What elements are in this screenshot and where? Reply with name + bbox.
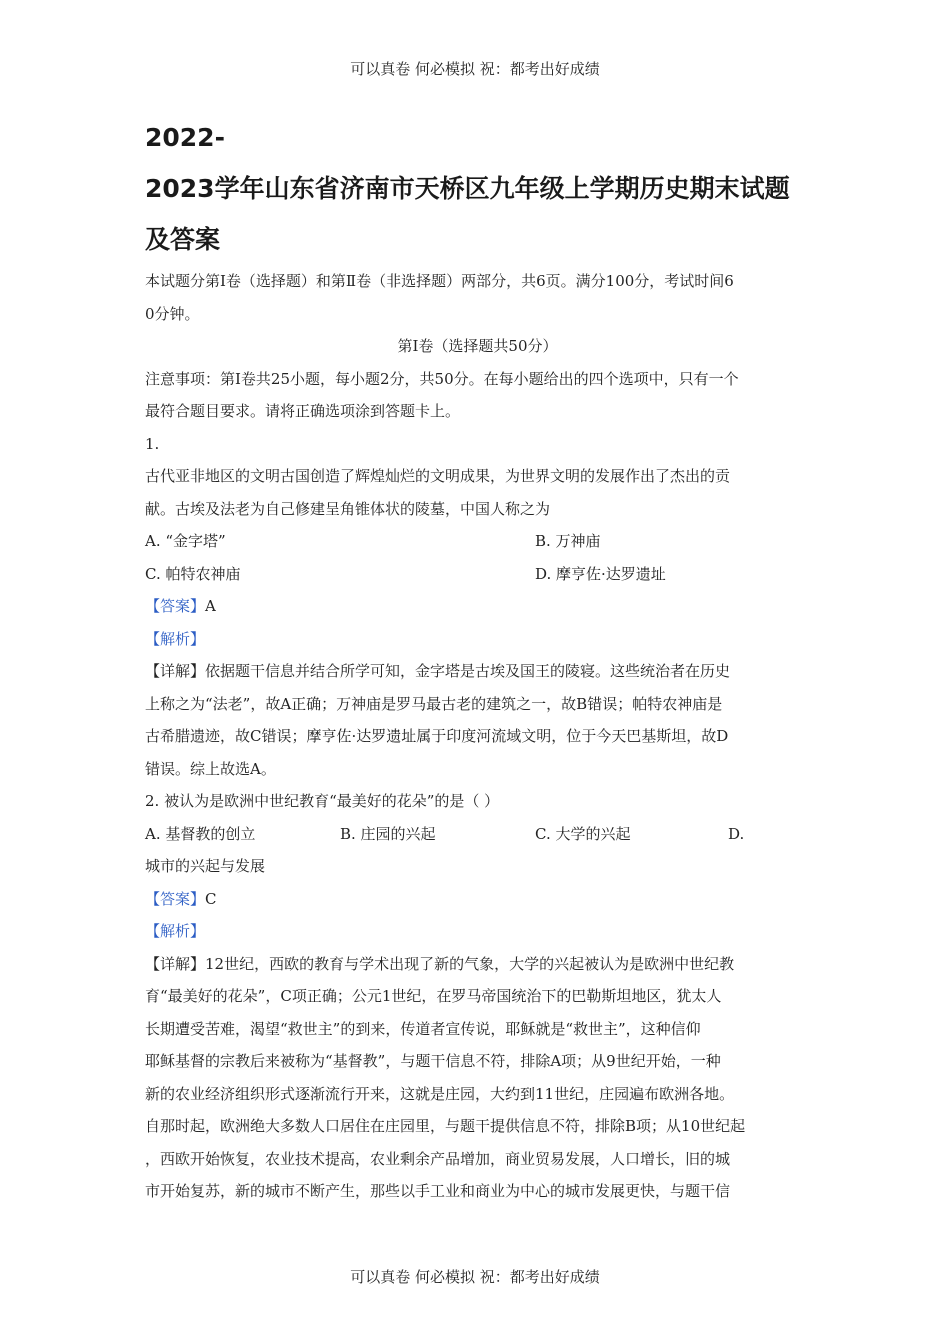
page-header: 可以真卷 何必模拟 祝：都考出好成绩 (350, 60, 600, 78)
q2-detail-line-3: 长期遭受苦难，渴望“救世主”的到来，传道者宣传说，耶稣就是“救世主”，这种信仰 (145, 1019, 701, 1038)
q2-option-b: B. 庄园的兴起 (340, 824, 436, 843)
q2-option-d: D. (728, 824, 745, 843)
notice-line-2: 最符合题目要求。请将正确选项涂到答题卡上。 (145, 402, 461, 420)
q2-option-c: C. 大学的兴起 (535, 824, 631, 843)
q2-detail-line-8: 市开始复苏，新的城市不断产生，那些以手工业和商业为中心的城市发展更快，与题干信 (145, 1182, 731, 1200)
q1-option-c: C. 帕特农神庙 (145, 564, 241, 583)
q2-detail-line-1 (145, 948, 810, 981)
q1-detail-line-1 (145, 655, 810, 688)
intro-line-1: 本试题分第Ⅰ卷（选择题）和第Ⅱ卷（非选择题）两部分，共6页。满分100分，考试时间6 (145, 272, 734, 290)
document-body (145, 112, 810, 1208)
q1-option-b: B. 万神庙 (535, 532, 601, 550)
q2-detail-line-2: 育“最美好的花朵”，C项正确；公元1世纪，在罗马帝国统治下的巴勒斯坦地区，犹太人 (145, 987, 722, 1005)
q2-option-d-text: 城市的兴起与发展 (145, 857, 266, 875)
q2-options-row (145, 818, 810, 851)
title-line-2: 2023学年山东省济南市天桥区九年级上学期历史期末试题 (145, 174, 790, 203)
q1-number: 1. (145, 434, 160, 453)
q2-analysis (145, 915, 810, 948)
q1-analysis-tag: 【解析】 (145, 629, 206, 648)
q1-options-row-1 (145, 525, 810, 558)
title-line-3: 及答案 (145, 225, 221, 254)
q1-detail-tag: 【详解】 (145, 662, 206, 680)
q2-answer (145, 883, 810, 916)
q2-answer-value: C (205, 889, 217, 908)
q1-detail-line-2: 上称之为“法老”，故A正确；万神庙是罗马最古老的建筑之一，故B错误；帕特农神庙是 (145, 694, 723, 713)
q2-stem: 2. 被认为是欧洲中世纪教育“最美好的花朵”的是（ ） (145, 792, 500, 810)
q1-answer (145, 590, 810, 623)
q1-stem-line-1: 古代亚非地区的文明古国创造了辉煌灿烂的文明成果，为世界文明的发展作出了杰出的贡 (145, 467, 731, 485)
q1-detail-text-1: 依据题干信息并结合所学可知，金字塔是古埃及国王的陵寝。这些统治者在历史 (205, 662, 731, 680)
title-line-1: 2022- (145, 123, 225, 152)
q2-option-a: A. 基督教的创立 (145, 824, 256, 843)
q2-detail-line-6: 自那时起，欧洲绝大多数人口居住在庄园里，与题干提供信息不符，排除B项；从10世纪起 (145, 1117, 746, 1135)
q2-detail-line-4: 耶稣基督的宗教后来被称为“基督教”，与题干信息不符，排除A项；从9世纪开始，一种 (145, 1052, 721, 1070)
q1-option-d: D. 摩亨佐·达罗遗址 (535, 564, 666, 583)
q1-answer-value: A (205, 597, 216, 615)
q1-answer-tag: 【答案】 (145, 597, 206, 615)
q2-detail-tag: 【详解】 (145, 954, 206, 973)
q2-analysis-tag: 【解析】 (145, 922, 206, 940)
section-title: 第Ⅰ卷（选择题共50分） (397, 337, 558, 355)
q2-detail-line-7: ，西欧开始恢复，农业技术提高，农业剩余产品增加，商业贸易发展，人口增长，旧的城 (145, 1149, 731, 1168)
q1-detail-line-4: 错误。综上故选A。 (145, 759, 276, 778)
q2-answer-tag: 【答案】 (145, 889, 206, 908)
q2-detail-text-1: 12世纪，西欧的教育与学术出现了新的气象，大学的兴起被认为是欧洲中世纪教 (205, 954, 735, 973)
q1-stem-line-2: 献。古埃及法老为自己修建呈角锥体状的陵墓，中国人称之为 (145, 499, 551, 518)
q1-options-row-2 (145, 558, 810, 591)
intro-line-2: 0分钟。 (145, 304, 200, 323)
notice-line-1: 注意事项：第Ⅰ卷共25小题，每小题2分，共50分。在每小题给出的四个选项中，只有一个 (145, 369, 739, 388)
q1-option-a: A. “金字塔” (145, 532, 226, 550)
q1-analysis (145, 623, 810, 656)
q1-detail-line-3: 古希腊遗迹，故C错误；摩亨佐·达罗遗址属于印度河流域文明，位于今天巴基斯坦，故D (145, 727, 729, 745)
q2-detail-line-5: 新的农业经济组织形式逐渐流行开来，这就是庄园，大约到11世纪，庄园遍布欧洲各地。 (145, 1084, 735, 1103)
page-footer: 可以真卷 何必模拟 祝：都考出好成绩 (350, 1268, 600, 1286)
